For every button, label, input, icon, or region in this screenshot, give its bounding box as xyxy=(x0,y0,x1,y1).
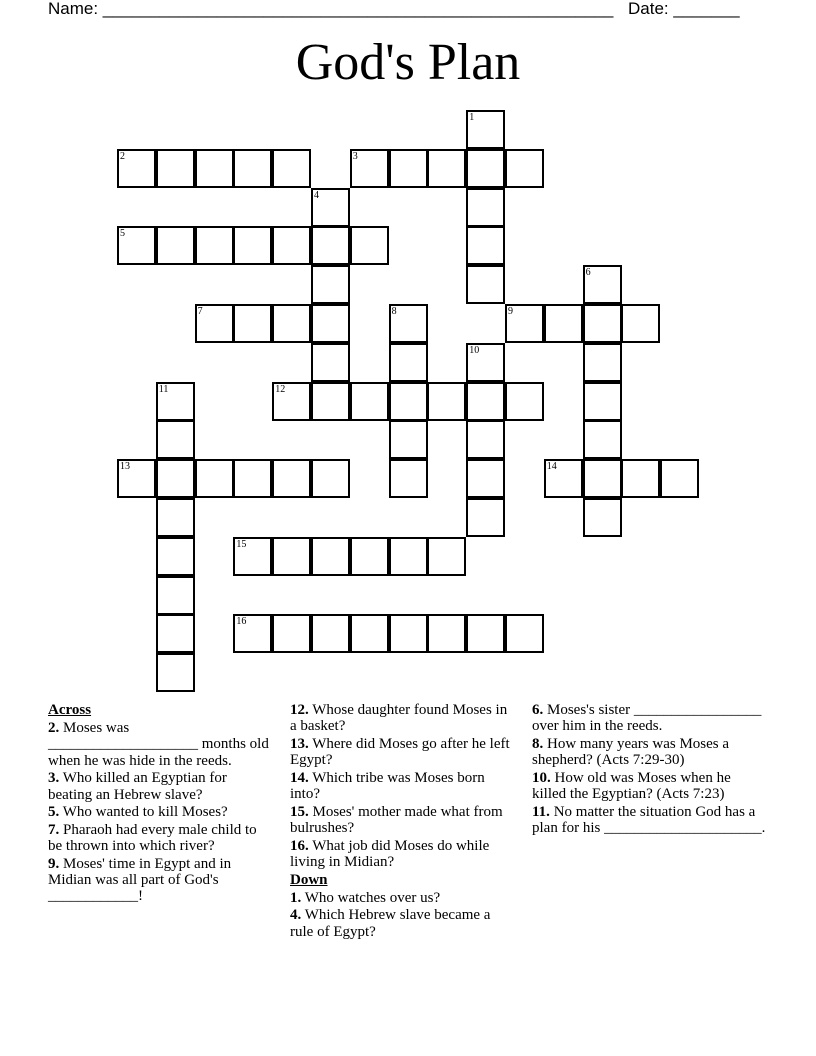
down-clue-1: 1. Who watches over us? xyxy=(290,889,441,906)
grid-cell[interactable] xyxy=(272,382,311,421)
grid-cell[interactable] xyxy=(195,149,234,188)
across-clue-15: 15. Moses' mother made what from bulrushes? xyxy=(290,803,503,836)
grid-cell[interactable] xyxy=(195,459,234,498)
grid-cell[interactable] xyxy=(156,149,195,188)
cell-number: 12 xyxy=(275,383,286,395)
grid-cell[interactable] xyxy=(583,343,622,382)
grid-cell[interactable] xyxy=(272,304,311,343)
grid-cell[interactable] xyxy=(272,537,311,576)
grid-cell[interactable] xyxy=(272,614,311,653)
grid-cell[interactable] xyxy=(466,420,505,459)
cell-number: 1 xyxy=(469,112,475,123)
grid-cell[interactable] xyxy=(583,265,622,304)
down-clue-10: 10. How old was Moses when he killed the Egyptian? (Acts 7:23) xyxy=(532,769,731,803)
grid-cell[interactable] xyxy=(466,149,505,188)
across-heading: Across xyxy=(48,702,92,718)
grid-cell[interactable] xyxy=(505,614,544,653)
down-clue-6: 6. Moses's sister _________________ over him in the reeds. xyxy=(532,702,762,735)
clues-column-2 xyxy=(290,702,516,941)
date-field-label[interactable]: Date: _______ xyxy=(628,0,740,18)
grid-cell[interactable] xyxy=(156,576,195,615)
cell-number: 16 xyxy=(236,616,247,628)
grid-cell[interactable] xyxy=(195,226,234,265)
name-field-label[interactable]: Name: ______________________________________________________ xyxy=(48,0,614,18)
cell-number: 8 xyxy=(391,306,397,317)
grid-cell[interactable] xyxy=(233,226,272,265)
grid-cell[interactable] xyxy=(311,537,350,576)
grid-cell[interactable] xyxy=(583,420,622,459)
down-clue-11: 11. No matter the situation God has a plan for his _____________________. xyxy=(532,803,766,836)
grid-cell[interactable] xyxy=(156,537,195,576)
grid-cell[interactable] xyxy=(156,382,195,421)
page-title: God's Plan xyxy=(295,34,521,91)
grid-cell[interactable] xyxy=(311,382,350,421)
grid-cell[interactable] xyxy=(117,149,156,188)
clues-column-3 xyxy=(532,702,768,838)
grid-cell[interactable] xyxy=(389,459,428,498)
grid-cell[interactable] xyxy=(389,420,428,459)
grid-cell[interactable] xyxy=(389,614,428,653)
grid-cell[interactable] xyxy=(311,226,350,265)
grid-cell[interactable] xyxy=(272,149,311,188)
grid-cell[interactable] xyxy=(350,614,389,653)
cell-number: 3 xyxy=(352,150,358,162)
grid-cell[interactable] xyxy=(350,226,389,265)
grid-cell[interactable] xyxy=(583,382,622,421)
grid-cell[interactable] xyxy=(156,498,195,537)
grid-cell[interactable] xyxy=(389,304,428,343)
grid-cell[interactable] xyxy=(272,226,311,265)
grid-cell[interactable] xyxy=(583,498,622,537)
grid-cell[interactable] xyxy=(311,304,350,343)
grid-cell[interactable] xyxy=(466,382,505,421)
grid-cell[interactable] xyxy=(311,265,350,304)
grid-cell[interactable] xyxy=(505,149,544,188)
cell-number: 9 xyxy=(508,306,513,317)
grid-cell[interactable] xyxy=(233,537,272,576)
grid-cell[interactable] xyxy=(466,614,505,653)
grid-cell[interactable] xyxy=(544,459,583,498)
grid-cell[interactable] xyxy=(156,459,195,498)
grid-cell[interactable] xyxy=(466,226,505,265)
across-clue-9: 9. Moses' time in Egypt and in Midian was all part of God's ____________! xyxy=(48,855,232,905)
across-clue-2: 2. Moses was ____________________ months old when he was hide in the reeds. xyxy=(48,720,269,769)
down-clue-4: 4. Which Hebrew slave became a rule of Egypt? xyxy=(290,907,491,940)
grid-cell[interactable] xyxy=(311,459,350,498)
grid-cell[interactable] xyxy=(427,537,466,576)
cell-number: 10 xyxy=(469,344,480,356)
grid-cell[interactable] xyxy=(660,459,699,498)
grid-cell[interactable] xyxy=(156,653,195,692)
across-clue-16: 16. What job did Moses do while living in Midian? xyxy=(290,837,490,870)
grid-cell[interactable] xyxy=(350,149,389,188)
across-clue-13: 13. Where did Moses go after he left Egypt? xyxy=(290,735,510,769)
cell-number: 4 xyxy=(314,189,319,201)
down-heading: Down xyxy=(290,871,328,888)
cell-number: 6 xyxy=(585,267,591,279)
grid-cell[interactable] xyxy=(350,537,389,576)
grid-cell[interactable] xyxy=(272,459,311,498)
grid-cell[interactable] xyxy=(389,537,428,576)
grid-cell[interactable] xyxy=(233,149,272,188)
grid-cell[interactable] xyxy=(466,265,505,304)
grid-cell[interactable] xyxy=(621,459,660,498)
grid-cell[interactable] xyxy=(466,459,505,498)
grid-cell[interactable] xyxy=(621,304,660,343)
across-clue-3: 3. Who killed an Egyptian for beating an Hebrew slave? xyxy=(48,770,227,803)
grid-cell[interactable] xyxy=(117,459,156,498)
across-clue-5: 5. Who wanted to kill Moses? xyxy=(48,804,228,821)
grid-cell[interactable] xyxy=(311,188,350,227)
cell-number: 5 xyxy=(120,228,125,240)
grid-cell[interactable] xyxy=(389,149,428,188)
grid-cell[interactable] xyxy=(466,343,505,382)
grid-cell[interactable] xyxy=(466,188,505,227)
cell-number: 13 xyxy=(120,461,130,473)
cell-number: 7 xyxy=(197,306,203,317)
grid-cell[interactable] xyxy=(195,304,234,343)
grid-cell[interactable] xyxy=(427,382,466,421)
cell-number: 2 xyxy=(120,150,125,162)
grid-cell[interactable] xyxy=(311,614,350,653)
cell-number: 15 xyxy=(236,538,247,550)
down-clue-8: 8. How many years was Moses a shepherd? (Acts 7:29-30) xyxy=(532,735,730,769)
grid-cell[interactable] xyxy=(389,343,428,382)
grid-cell[interactable] xyxy=(427,614,466,653)
grid-cell[interactable] xyxy=(156,614,195,653)
grid-cell[interactable] xyxy=(233,304,272,343)
grid-cell[interactable] xyxy=(544,304,583,343)
grid-cell[interactable] xyxy=(466,110,505,149)
grid-cell[interactable] xyxy=(156,226,195,265)
grid-cell[interactable] xyxy=(233,614,272,653)
across-clue-12: 12. Whose daughter found Moses in a basket? xyxy=(290,702,508,735)
grid-cell[interactable] xyxy=(505,304,544,343)
grid-cell[interactable] xyxy=(427,149,466,188)
grid-cell[interactable] xyxy=(311,343,350,382)
grid-cell[interactable] xyxy=(156,420,195,459)
across-clue-7: 7. Pharaoh had every male child to be thrown into which river? xyxy=(48,821,257,855)
grid-cell[interactable] xyxy=(350,382,389,421)
clues-column-1 xyxy=(48,702,274,906)
across-clue-14: 14. Which tribe was Moses born into? xyxy=(290,769,485,803)
grid-cell[interactable] xyxy=(389,382,428,421)
cell-number: 11 xyxy=(158,383,169,395)
grid-cell[interactable] xyxy=(583,304,622,343)
grid-cell[interactable] xyxy=(233,459,272,498)
grid-cell[interactable] xyxy=(117,226,156,265)
grid-cell[interactable] xyxy=(505,382,544,421)
cell-number: 14 xyxy=(546,461,557,473)
grid-cell[interactable] xyxy=(466,498,505,537)
grid-cell[interactable] xyxy=(583,459,622,498)
